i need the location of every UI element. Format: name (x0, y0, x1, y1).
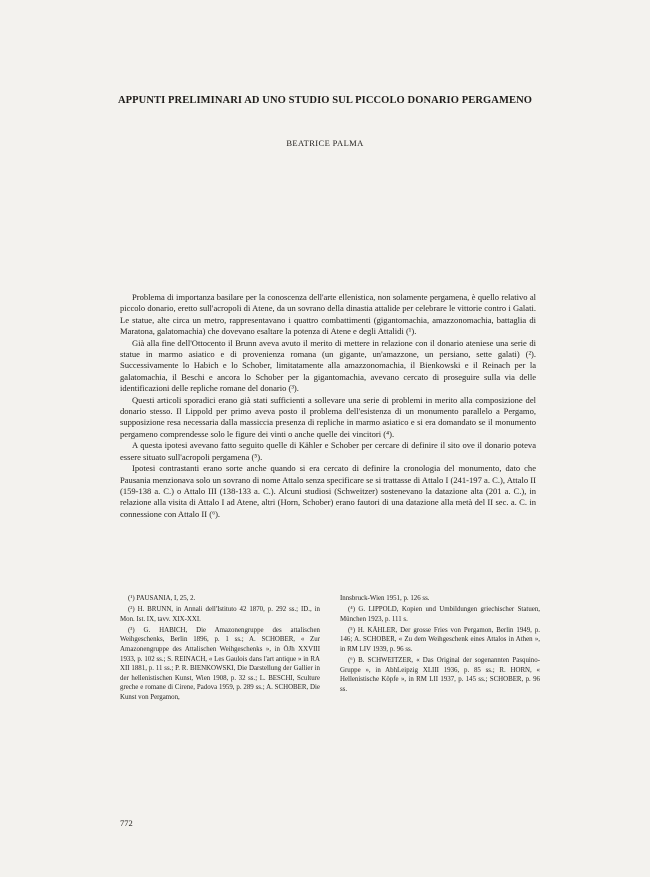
body-paragraph: Ipotesi contrastanti erano sorte anche quando si era cercato di definire la cronologia del monumento, dato che Pausania menzionava solo un sovrano di nome Attalo senza specificare se si trattasse di Attalo I (241-197 a. C.), Attalo II (159-138 a. C.) o Attalo III (138-133 a. C.). Alcuni studiosi (Schweitzer) sostenevano la datazione alta (201 a. C.), in relazione alla visita di Attalo I ad Atene, altri (Horn, Schober) erano fautori di una datazione alla metà del II sec. a. C. in connessione con Attalo II (⁶). (120, 463, 536, 519)
article-title: APPUNTI PRELIMINARI AD UNO STUDIO SUL PICCOLO DONARIO PERGAMENO (117, 95, 533, 106)
footnote: (²) H. BRUNN, in Annali dell'Istituto 42 1870, p. 292 ss.; ID., in Mon. Ist. IX, tavv. XIX-XXI. (120, 606, 320, 623)
author-name: BEATRICE PALMA (286, 138, 364, 148)
footnote: (⁴) G. LIPPOLD, Kopien und Umbildungen griechischer Statuen, München 1923, p. 111 s. (340, 606, 540, 623)
body-paragraph: A questa ipotesi avevano fatto seguito quelle di Kähler e Schober per cercare di definire il sito ove il donario poteva essere situato sull'acropoli pergamena (⁵). (120, 440, 536, 462)
body-paragraph: Già alla fine dell'Ottocento il Brunn aveva avuto il merito di mettere in relazione con il donario ateniese una serie di statue in marmo asiatico e di provenienza romana (un gigante, un'amazzone, un persiano, sette galati) (²). Successivamente lo Habich e lo Schober, limitatamente alla amazzonomachia, il Bienkowski e il Reinach per la galatomachia, il Beschi e ancora lo Schober per la gigantomachia, avevano cercato di proseguire sulla via delle identificazioni delle repliche romane del donario (³). (120, 337, 536, 394)
body-paragraph: Questi articoli sporadici erano già stati sufficienti a sollevare una serie di problemi in merito alla composizione del donario stesso. Il Lippold per primo aveva posto il problema dell'esistenza di un monumento parallelo a Pergamo, supposizione resa necessaria dalla massiccia presenza di repliche in marmo asiatico e si era domandato se il monumento pergameno comprendesse solo le figure dei vinti o anche quelle dei vincitori (⁴). (120, 394, 536, 439)
footnotes (120, 594, 540, 704)
footnote: Innsbruck-Wien 1951, p. 126 ss. (340, 595, 430, 602)
footnotes-right-column (340, 594, 540, 704)
footnote: (¹) PAUSANIA, I, 25, 2. (128, 595, 196, 602)
page-number: 772 (120, 818, 133, 828)
footnote: (⁵) H. KÄHLER, Der grosse Fries von Pergamon, Berlin 1949, p. 146; A. SCHOBER, « Zu dem Weihgeschenk eines Attalos in Athen », in RM LIV 1939, p. 96 ss. (340, 626, 540, 653)
footnote: (³) G. HABICH, Die Amazonengruppe des attalischen Weihgeschenks, Berlin 1896, p. 1 ss.; A. SCHOBER, « Zur Amazonengruppe des Attalischen Weihgeschenks », in ÖJh XXVIII 1933, p. 102 ss.; S. REINACH, « Les Gaulois dans l'art antique » in RA XII 1881, p. 11 ss.; P. R. BIENKOWSKI, Die Darstellung der Gallier in der hellenistischen Kunst, Wien 1908, p. 32 ss.; L. BESCHI, Sculture greche e romane di Cirene, Padova 1959, p. 289 ss.; A. SCHOBER, Die Kunst von Pergamon, (120, 626, 320, 701)
footnotes-left-column (120, 594, 320, 704)
article-body (120, 292, 536, 520)
footnote: (⁶) B. SCHWEITZER, « Das Original der sogenannten Pasquino-Gruppe », in AbhLeipzig XLIII 1936, p. 85 ss.; R. HORN, « Hellenistische Köpfe », in RM LII 1937, p. 145 ss.; SCHOBER, p. 96 ss. (340, 657, 540, 693)
body-paragraph: Problema di importanza basilare per la conoscenza dell'arte ellenistica, non solamente pergamena, è quello relativo al piccolo donario, eretto sull'acropoli di Atene, da un sovrano della dinastia attalide per celebrare le vittorie contro i Galati. Le statue, alte circa un metro, rappresentavano i quattro combattimenti (gigantomachia, amazzonomachia, battaglia di Maratona, galatomachia) che dovevano esaltare la potenza di Atene e degli Attalidi (¹). (120, 292, 536, 337)
